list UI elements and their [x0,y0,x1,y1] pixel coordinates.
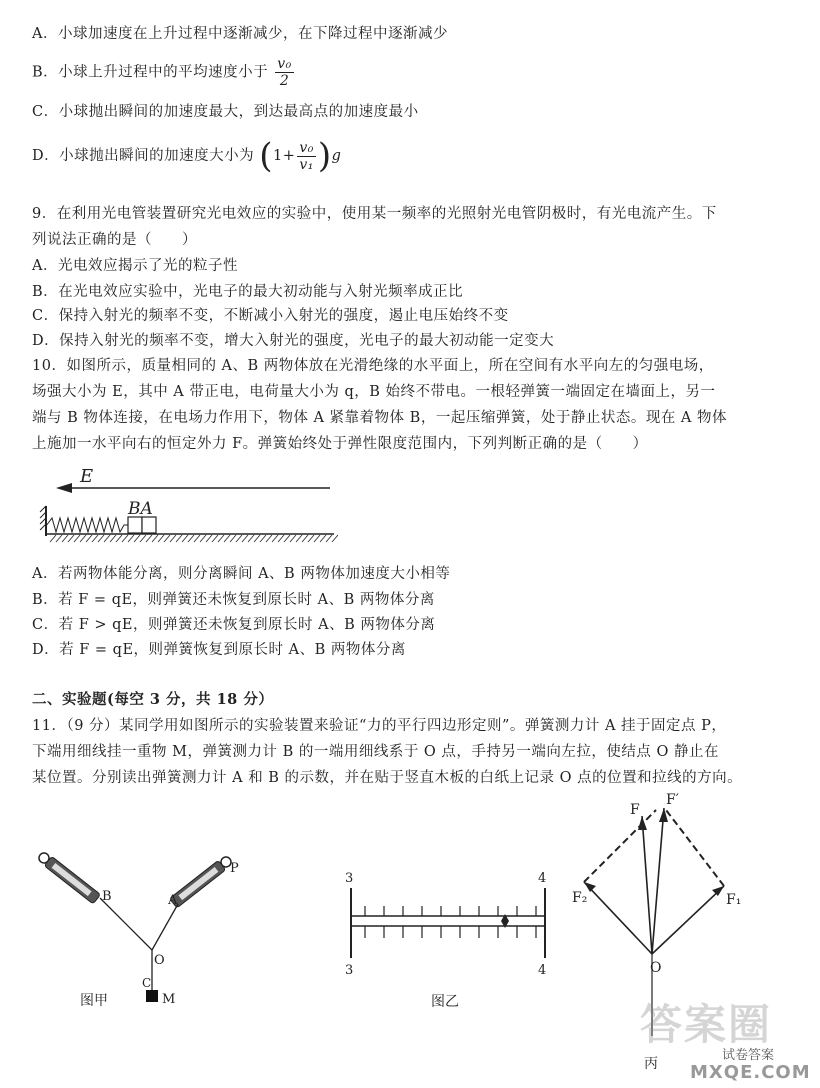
q10-option-d: D．若 F = qE，则弹簧恢复到原长时 A、B 两物体分离 [32,642,406,658]
watermark-url: MXQE.COM [690,1062,811,1083]
q10-stem-line1: 10．如图所示，质量相同的 A、B 两物体放在光滑绝缘的水平面上，所在空间有水平向左的匀强电场， [32,358,714,374]
q10-option-c: C．若 F > qE，则弹簧还未恢复到原长时 A、B 两物体分离 [32,617,436,633]
q10-option-b: B．若 F = qE，则弹簧还未恢复到原长时 A、B 两物体分离 [32,592,435,608]
figure-yi [335,866,565,1016]
block-b [128,517,142,533]
label-m: M [162,992,176,1007]
scale-label-top-left: 3 [345,871,354,886]
label-f: F [630,802,640,818]
q8-option-a: A．小球加速度在上升过程中逐渐减少，在下降过程中逐渐减少 [32,26,448,42]
block-labels-ba: BA [128,499,153,519]
q10-option-a: A．若两物体能分离，则分离瞬间 A、B 两物体加速度大小相等 [32,566,451,582]
label-f-prime: F′ [666,792,679,808]
watermark-caption: 试卷答案 [722,1048,775,1063]
weight-m [146,990,158,1002]
q8-option-d-text: D．小球抛出瞬间的加速度大小为 [32,148,255,164]
caption-yi: 图乙 [431,994,459,1010]
q9-stem-line2: 列说法正确的是（ ） [32,232,197,248]
field-arrowhead [56,483,72,493]
q9-option-d: D．保持入射光的频率不变，增大入射光的强度，光电子的最大初动能一定变大 [32,333,555,349]
vector-f2 [584,882,652,954]
label-f2: F₂ [572,890,588,906]
q11-stem-line1: 11．（9 分）某同学用如图所示的实验装置来验证“力的平行四边形定则”。弹簧测力计 A 挂于固定点 P， [32,718,727,734]
q8-option-b-fraction [275,56,294,89]
spring [46,518,128,532]
fraction-numerator: v₀ [299,139,314,156]
vector-f-prime [652,808,664,954]
q8-option-b-text: B．小球上升过程中的平均速度小于 [32,64,269,81]
q8-option-d-one: 1+ [273,148,296,164]
q9-option-a: A．光电效应揭示了光的粒子性 [32,258,238,274]
scale-ticks [365,906,536,938]
caption-bing: 丙 [644,1056,658,1072]
watermark-logo-text: 答案圈 [640,1000,773,1049]
scale-label-bottom-left: 3 [345,963,354,978]
block-a [142,517,156,533]
label-f1: F₁ [726,892,742,908]
label-b: B [102,889,112,904]
q9-stem-line1: 9．在利用光电管装置研究光电效应的实验中，使用某一频率的光照射光电管阴极时，有光电流产生。下 [32,206,717,222]
scale-label-top-right: 4 [538,871,547,886]
q11-stem-line2: 下端用细线挂一重物 M，弹簧测力计 B 的一端用细线系于 O 点，手持另一端向左拉，使结点 O 静止在 [32,744,720,760]
q9-option-b: B．在光电效应实验中，光电子的最大初动能与入射光频率成正比 [32,284,464,300]
q11-stem-line3: 某位置。分别读出弹簧测力计 A 和 B 的示数，并在贴于竖直木板的白纸上记录 O 点的位置和拉线的方向。 [32,770,743,786]
spring-scale-a [170,854,234,908]
label-c: C [142,976,152,990]
spring-scale-b [36,850,100,904]
fraction-denominator: 2 [279,73,290,89]
q8-option-d-fraction [297,140,316,173]
figure-jia [30,840,250,1020]
ground-hatching [50,535,338,542]
dashed-side-right [666,810,724,886]
q8-option-d-g: g [331,148,342,164]
string-a [152,904,178,950]
vector-f [642,816,652,954]
label-o: O [650,960,662,976]
label-o: O [154,953,165,968]
string-b [100,898,152,950]
scale-label-bottom-right: 4 [538,963,547,978]
q8-option-d: D．小球抛出瞬间的加速度大小为 (1+ $\frac{\text{v₀}}{\text{v₁}}$ )g [32,136,342,176]
vector-f1 [652,886,724,954]
fraction-numerator: v₀ [277,56,292,72]
q10-stem-line3: 端与 B 物体连接，在电场力作用下，物体 A 紧靠着物体 B，一起压缩弹簧，处于静止状态。现在 A 物体 [32,410,728,426]
section-heading: 二、实验题(每空 3 分，共 18 分） [32,691,274,708]
q10-stem-line4: 上施加一水平向右的恒定外力 F。弹簧始终处于弹性限度范围内，下列判断正确的是（ ） [32,436,648,452]
q8-option-c: C．小球抛出瞬间的加速度最大，到达最高点的加速度最小 [32,104,419,120]
q8-option-b [32,56,296,89]
q10-figure [38,462,338,548]
q9-option-c: C．保持入射光的频率不变，不断减小入射光的强度，遏止电压始终不变 [32,308,509,324]
label-a: A [168,893,178,908]
fraction-denominator: v₁ [299,156,314,173]
label-p: P [230,861,239,876]
field-label-e: E [80,466,94,487]
q10-stem-line2: 场强大小为 E，其中 A 带正电，电荷量大小为 q，B 始终不带电。一根轻弹簧一端固定在墙面上，另一 [32,384,716,400]
caption-jia: 图甲 [80,993,108,1009]
